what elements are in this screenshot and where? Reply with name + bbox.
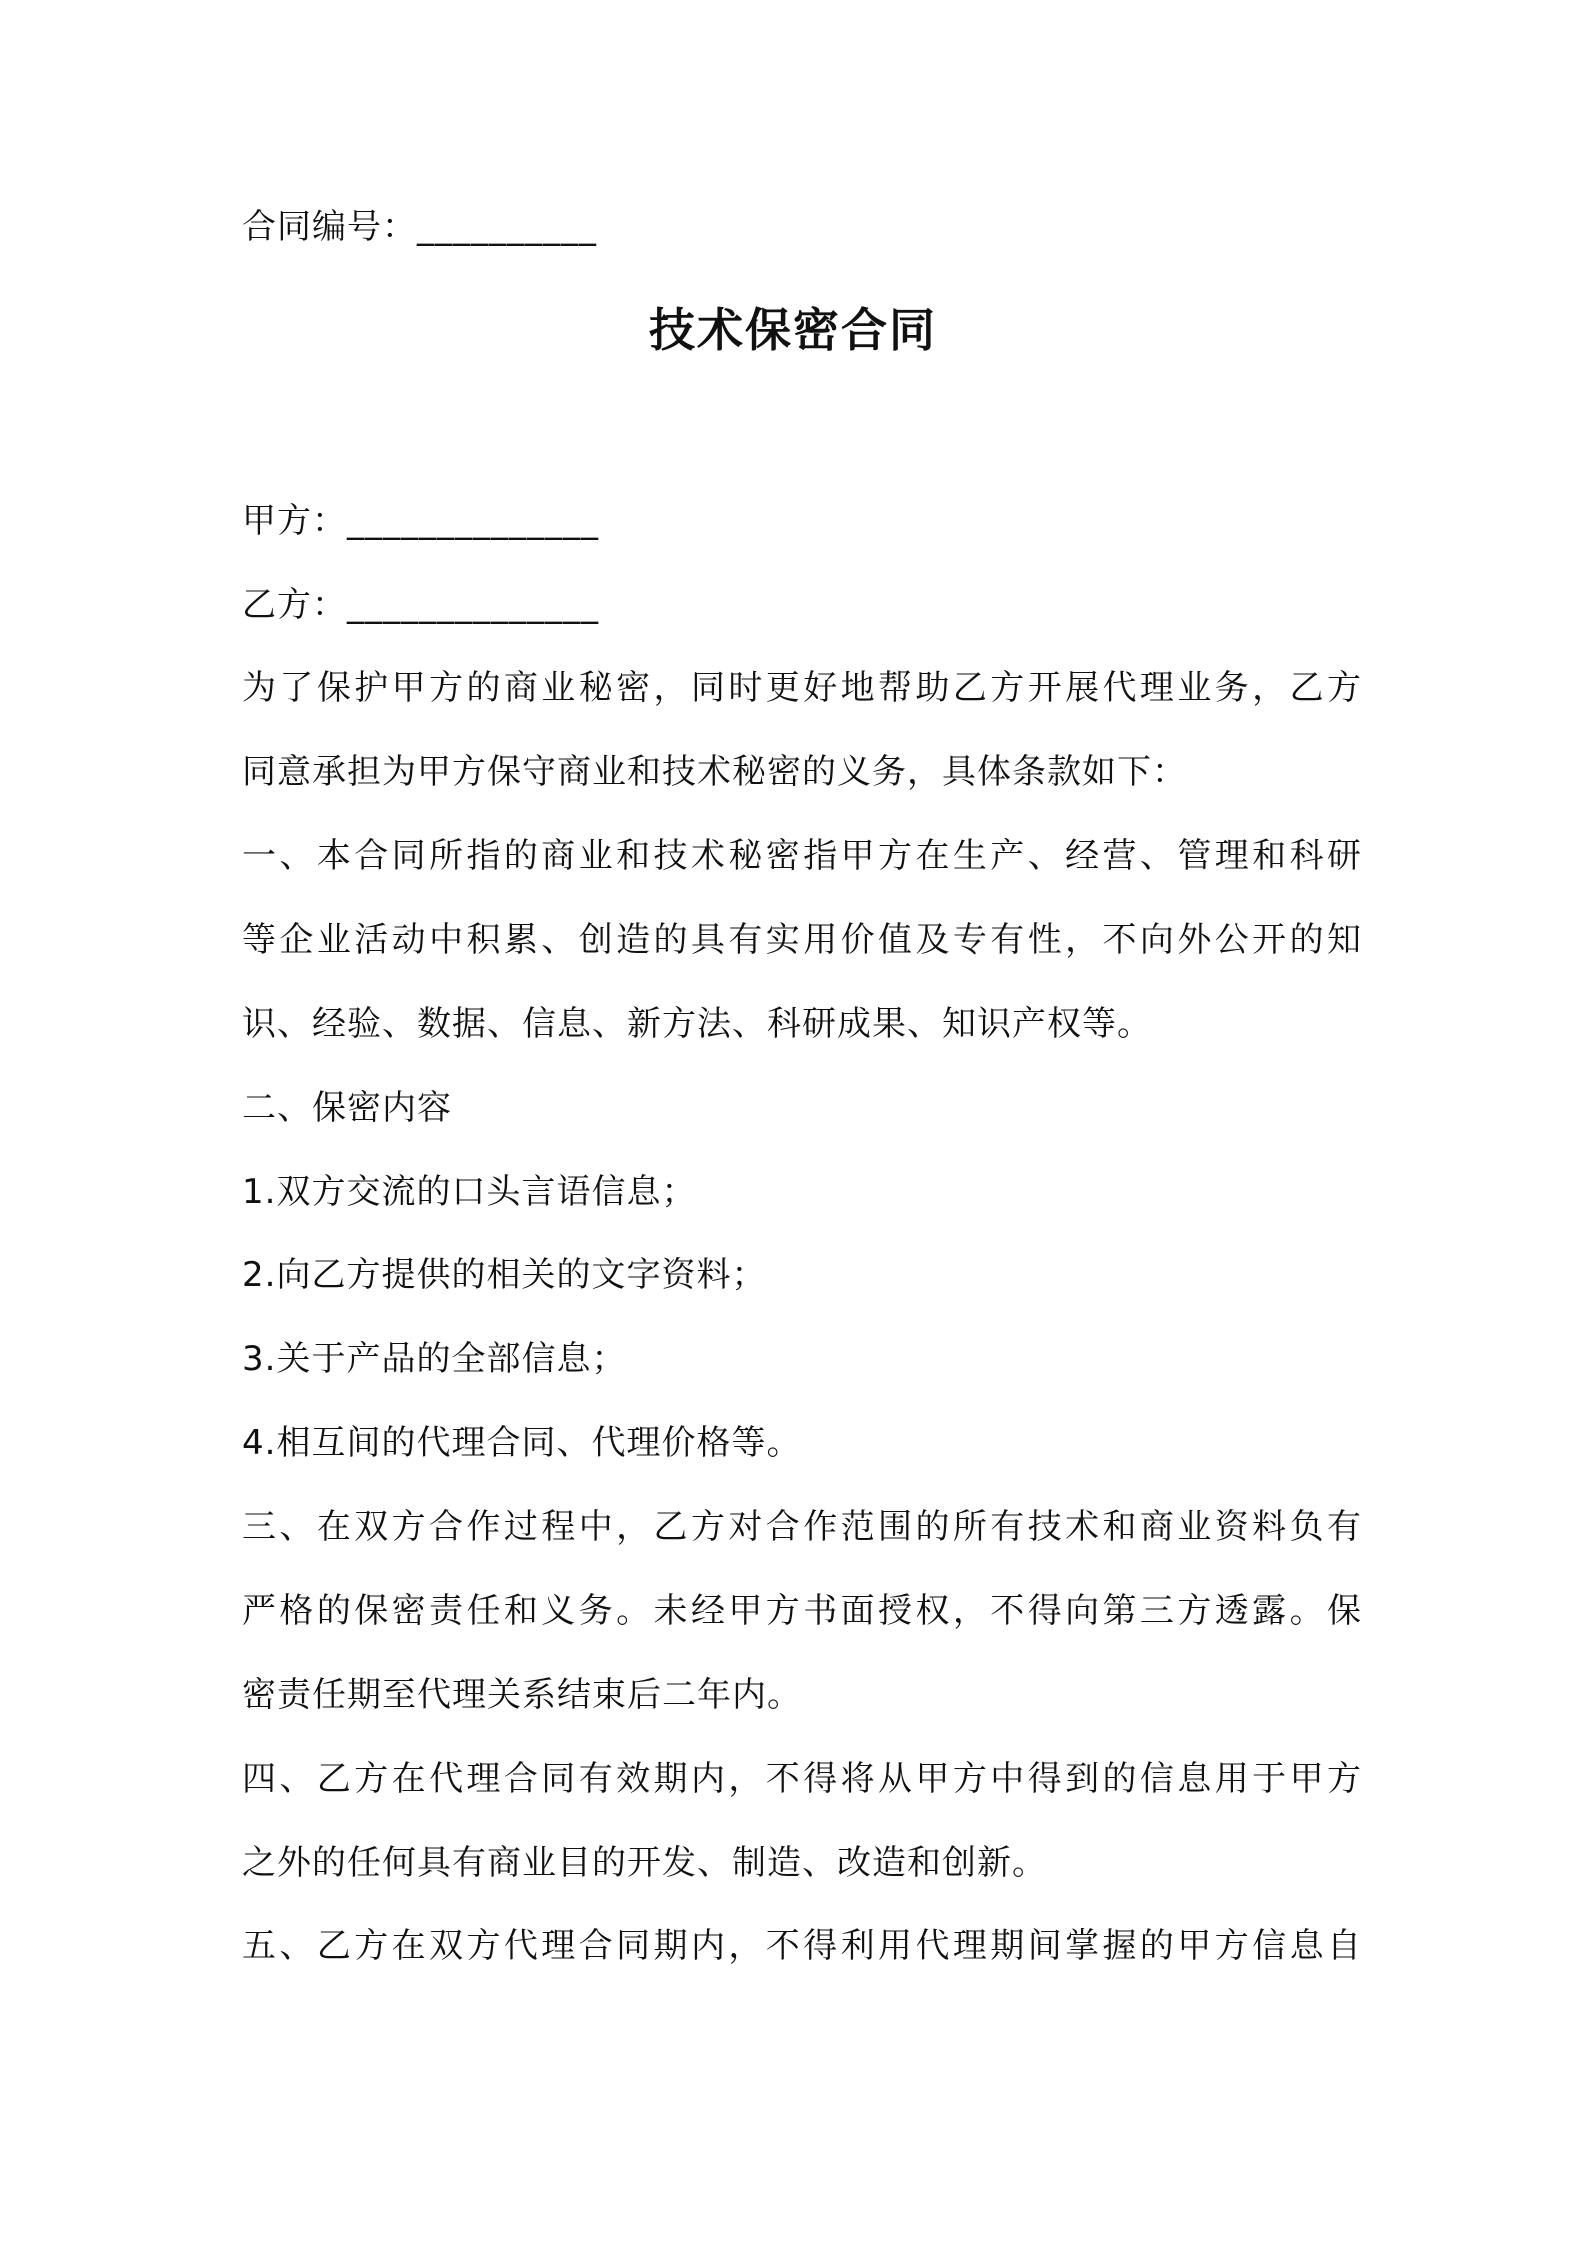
clause-3-line-2: 严格的保密责任和义务。未经甲方书面授权，不得向第三方透露。保 [242,1591,1362,1631]
clause-1-line-2: 等企业活动中积累、创造的具有实用价值及专有性，不向外公开的知 [242,920,1362,960]
clause-3-line-1: 三、在双方合作过程中，乙方对合作范围的所有技术和商业资料负有 [242,1507,1362,1547]
clause-2-item-4: 4.相互间的代理合同、代理价格等。 [242,1423,802,1463]
document-title: 技术保密合同 [649,303,937,357]
party-b-field: 乙方：______________ [242,585,599,625]
party-a-field: 甲方：______________ [242,501,599,541]
intro-paragraph-line-1: 为了保护甲方的商业秘密，同时更好地帮助乙方开展代理业务，乙方 [242,668,1362,708]
clause-4-line-1: 四、乙方在代理合同有效期内，不得将从甲方中得到的信息用于甲方 [242,1759,1362,1799]
clause-2-item-1: 1.双方交流的口头言语信息； [242,1172,697,1212]
contract-number: 合同编号：__________ [242,207,597,247]
clause-3-line-3: 密责任期至代理关系结束后二年内。 [242,1675,802,1715]
clause-4-line-2: 之外的任何具有商业目的开发、制造、改造和创新。 [242,1843,1047,1883]
clause-2-item-2: 2.向乙方提供的相关的文字资料； [242,1255,767,1295]
clause-1-line-3: 识、经验、数据、信息、新方法、科研成果、知识产权等。 [242,1004,1152,1044]
clause-2-item-3: 3.关于产品的全部信息； [242,1339,627,1379]
clause-1-line-1: 一、本合同所指的商业和技术秘密指甲方在生产、经营、管理和科研 [242,836,1362,876]
clause-2-heading: 二、保密内容 [242,1088,452,1128]
clause-5-line-1: 五、乙方在双方代理合同期内，不得利用代理期间掌握的甲方信息自 [242,1926,1362,1966]
intro-paragraph-line-2: 同意承担为甲方保守商业和技术秘密的义务，具体条款如下： [242,752,1187,792]
